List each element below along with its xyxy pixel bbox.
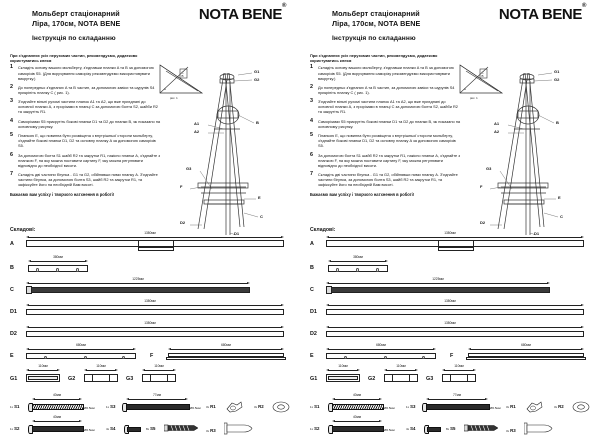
step-number: 2 (10, 83, 13, 90)
hardware-diameter: Ø6.5мм (190, 406, 201, 411)
callout-g3: G3 (486, 166, 492, 172)
part-label: B (310, 265, 314, 272)
hardware-label: R3 (510, 428, 516, 434)
list-item (310, 153, 462, 168)
bracket-label: G1 (10, 376, 18, 383)
bracket-label: G3 (426, 376, 434, 383)
step-text: До попередньо з'єднаних A та B частин, за допомогою завіси та шурупів S4 прикріпіть планку C ( рис. 1). (318, 84, 455, 95)
part-label: D1 (310, 309, 317, 316)
hardware-dimension: 40мм (53, 415, 61, 420)
list-item (10, 99, 162, 114)
bracket-row (10, 364, 290, 391)
hardware-qty: 3x (254, 405, 258, 410)
step-text: З'єднайте вільні рухомі частини планок A1 та A2, що вже приєднані до основної планки A, з прорізами в планці C за допомогою болта S2, шайби R2 та закрутіть R1. (318, 99, 458, 115)
part-dimension: 1380мм (444, 231, 456, 236)
panel-left (0, 0, 300, 434)
svg-text:A: A (164, 87, 167, 92)
figure-caption: рис. 1 (170, 96, 178, 101)
callout-g3: G3 (186, 166, 192, 172)
svg-text:B: B (181, 74, 184, 79)
hardware-dimension: 40мм (353, 393, 361, 398)
bracket-row (310, 364, 590, 391)
svg-text:C: C (481, 70, 484, 75)
part-label: C (310, 287, 314, 294)
step-text: Саморізами S5 прикрутіть бокові планки D1 та D2 до планки B, як показано на основному рисунку. (318, 118, 461, 129)
part-label: E (10, 353, 14, 360)
hardware-label: S4 (110, 426, 116, 432)
hardware-qty: 3x (506, 429, 510, 434)
figure-column (162, 65, 290, 237)
parts-heading: Складові: (10, 227, 36, 234)
part-label: A (10, 241, 14, 248)
part-dimension: 1380мм (144, 231, 156, 236)
part-label: A (310, 241, 314, 248)
callout-b: B (256, 120, 259, 126)
plastic-plug-icon (224, 422, 254, 436)
part-dimension: 1225мм (432, 277, 444, 282)
bracket-label: G1 (310, 376, 318, 383)
part-dimension: 1380мм (144, 299, 156, 304)
step-number: 5 (310, 132, 313, 139)
part-dimension: 380мм (353, 255, 363, 260)
hardware-label: S3 (410, 404, 416, 410)
glue-note: При з'єднаннях усіх нерухомих частин, рекомендуємо, додатково користуватись клеєм (310, 53, 438, 64)
hardware-qty: 1x (10, 427, 14, 432)
washer-icon (572, 400, 590, 414)
bracket-dimension: 110мм (38, 364, 48, 369)
hardware-label: S2 (314, 426, 320, 432)
hardware-qty: 4x (406, 427, 410, 432)
part-label: B (10, 265, 14, 272)
screw-s5-icon (464, 422, 500, 434)
part-label: F (450, 353, 454, 360)
list-item (10, 133, 162, 148)
step-text: Складіть дві частини бігунка - G1 та G2, обійнявши ними планку A. З'єднайте частини бігунка, за допомогою болта S3, шайб R2 та закрутки R1, та зафіксуйте його на необхідній Вам висоті. (18, 172, 158, 188)
list-item (310, 65, 462, 80)
callout-a2: A2 (494, 129, 500, 135)
part-dimension: 680мм (76, 343, 86, 348)
hardware-grid (310, 392, 590, 448)
step-number: 3 (10, 98, 13, 105)
step-number: 7 (10, 171, 13, 178)
step-text: Складіть основу вашого мольберту, з'єднавши планки A та B за допомогою саморізів S5. (Для вкручування саморізу рекомендуємо використовувати викрутку.) (18, 65, 154, 81)
brand-logo: NOTA BENE® (498, 3, 586, 23)
brand-logo: NOTA BENE® (198, 3, 286, 23)
step-number: 3 (310, 98, 313, 105)
svg-text:C: C (181, 70, 184, 75)
part-row-a (10, 231, 290, 260)
hardware-dimension: 77мм (153, 393, 161, 398)
callout-d2: D2 (480, 220, 486, 226)
header-text (10, 6, 120, 42)
list-item (10, 119, 162, 129)
callout-c: C (560, 214, 563, 220)
hardware-qty: 1x (310, 405, 314, 410)
hardware-label: S2 (14, 426, 20, 432)
bracket-dimension: 110мм (154, 364, 164, 369)
step-number: 1 (310, 64, 313, 71)
svg-text:A: A (464, 87, 467, 92)
callout-d2: D2 (180, 220, 186, 226)
step-number: 6 (10, 151, 13, 158)
bracket-dimension: 110мм (338, 364, 348, 369)
figure-caption: рис. 1 (470, 96, 478, 101)
part-dimension: 680мм (221, 343, 231, 348)
callout-a2: A2 (194, 129, 200, 135)
bracket-dimension: 110мм (396, 364, 406, 369)
list-item (310, 172, 462, 187)
part-label: D2 (10, 331, 17, 338)
hardware-dimension: 40мм (53, 393, 61, 398)
step-number: 4 (10, 117, 13, 124)
header (310, 3, 590, 52)
hardware-label: R1 (210, 404, 216, 410)
callout-b: B (556, 120, 559, 126)
header-text (310, 6, 420, 42)
hardware-label: S1 (314, 404, 320, 410)
part-dimension: 380мм (53, 255, 63, 260)
plastic-plug-icon (524, 422, 554, 436)
step-number: 6 (310, 151, 313, 158)
part-dimension: 1380мм (144, 321, 156, 326)
easel-diagram (468, 67, 580, 237)
page-subtitle: Інструкція по складанню (32, 35, 116, 42)
page-title: Мольберт стаціонарний Ліра, 170см, NOTA BENE (332, 9, 421, 28)
hardware-qty: 1x (406, 405, 410, 410)
part-dimension: 1225мм (132, 277, 144, 282)
bracket-label: G3 (126, 376, 134, 383)
step-number: 7 (310, 171, 313, 178)
list-item (310, 133, 462, 148)
callout-d1: D1 (534, 231, 540, 237)
part-dimension: 1380мм (444, 299, 456, 304)
bracket-label: G2 (368, 376, 376, 383)
part-dimension: 680мм (521, 343, 531, 348)
part-label: F (150, 353, 154, 360)
svg-text:B: B (481, 74, 484, 79)
hardware-label: R3 (210, 428, 216, 434)
hardware-qty: 4x (106, 427, 110, 432)
hardware-qty: 3x (206, 429, 210, 434)
hardware-dimension: 40мм (353, 415, 361, 420)
page-subtitle: Інструкція по складанню (332, 35, 416, 42)
hardware-label: S5 (150, 426, 156, 432)
callout-f: F (180, 184, 183, 190)
callout-e: E (258, 195, 261, 201)
part-row-d1 (10, 299, 290, 326)
callout-f: F (480, 184, 483, 190)
list-item (10, 172, 162, 187)
part-dimension: 680мм (376, 343, 386, 348)
step-text: За допомогою болта S1 шайб R2 та закрутки R1, накісно планки A, з'єднайте з планкою F, на яку можна поставити картину F, яку можна регулювати відповідно до необхідної висоти. (18, 152, 161, 168)
callout-g1: G1 (254, 69, 260, 75)
part-dimension: 1380мм (444, 321, 456, 326)
callout-g2: G2 (254, 77, 260, 83)
hardware-label: R2 (558, 404, 564, 410)
list-item (310, 99, 462, 114)
part-row-d1 (310, 299, 590, 326)
bracket-dimension: 110мм (454, 364, 464, 369)
callout-a1: A1 (494, 121, 500, 127)
callout-c: C (260, 214, 263, 220)
closing-message: Бажаємо вам успіху і творчого натхнення в роботі! (310, 191, 415, 197)
figure-column (462, 65, 590, 237)
list-item (310, 85, 462, 95)
hardware-label: R2 (258, 404, 264, 410)
page-title: Мольберт стаціонарний Ліра, 170см, NOTA BENE (32, 9, 121, 28)
hardware-qty: 3x (554, 405, 558, 410)
wing-nut-icon (524, 400, 544, 414)
part-row-a (310, 231, 590, 260)
list-item (310, 119, 462, 129)
steps-list (10, 65, 162, 225)
bracket-dimension: 110мм (96, 364, 106, 369)
hardware-qty: 1x (10, 405, 14, 410)
closing-message: Бажаємо вам успіху і творчого натхнення в роботі! (10, 191, 115, 197)
hardware-label: S4 (410, 426, 416, 432)
hardware-qty: 8x (146, 427, 150, 432)
step-number: 1 (10, 64, 13, 71)
screw-s5-icon (164, 422, 200, 434)
step-number: 5 (10, 132, 13, 139)
part-label: D2 (310, 331, 317, 338)
wing-nut-icon (224, 400, 244, 414)
header (10, 3, 290, 52)
hardware-dimension: 77мм (453, 393, 461, 398)
part-label: E (310, 353, 314, 360)
hardware-diameter: Ø6.5мм (84, 428, 95, 433)
hardware-grid (10, 392, 290, 448)
step-number: 4 (310, 117, 313, 124)
hardware-label: R1 (510, 404, 516, 410)
hardware-diameter: Ø6.5мм (490, 406, 501, 411)
part-label: D1 (10, 309, 17, 316)
list-item (10, 153, 162, 168)
easel-diagram (168, 67, 280, 237)
callout-e: E (558, 195, 561, 201)
step-text: Складіть основу вашого мольберту, з'єднавши планки A та B за допомогою саморізів S5. (Для вкручування саморізу рекомендуємо використовувати викрутку.) (318, 65, 454, 81)
step-text: Складіть дві частини бігунка - G1 та G2, обійнявши ними планку A. З'єднайте частини бігунка, за допомогою болта S3, шайб R2 та закрутки R1, та зафіксуйте його на необхідній Вам висоті. (318, 172, 458, 188)
callout-g2: G2 (554, 77, 560, 83)
bracket-label: G2 (68, 376, 76, 383)
step-number: 2 (310, 83, 313, 90)
callout-g1: G1 (554, 69, 560, 75)
hardware-qty: 3x (206, 405, 210, 410)
hardware-qty: 8x (446, 427, 450, 432)
hardware-label: S1 (14, 404, 20, 410)
callout-a1: A1 (194, 121, 200, 127)
part-label: C (10, 287, 14, 294)
hardware-label: S3 (110, 404, 116, 410)
hardware-diameter: Ø6.5мм (384, 406, 395, 411)
hardware-label: S5 (450, 426, 456, 432)
hardware-diameter: Ø6.5мм (84, 406, 95, 411)
registered-mark: ® (281, 3, 286, 9)
glue-note: При з'єднаннях усіх нерухомих частин, рекомендуємо, додатково користуватись клеєм (10, 53, 138, 64)
step-text: Планкою E, що повинна бути розміщена з внутрішньої сторони мольберту, з'єднайте бокові планки D1, D2 та основну планку A за допомогою саморізів S5. (18, 133, 156, 149)
parts-heading: Складові: (310, 227, 336, 234)
step-text: Саморізами S5 прикрутіть бокові планки D1 та D2 до планки B, як показано на основному рисунку. (18, 118, 161, 129)
step-text: За допомогою болта S1 шайб R2 та закрутки R1, накісно планки A, з'єднайте з планкою F, на яку можна поставити картину F, яку можна регулювати відповідно до необхідної висоти. (318, 152, 461, 168)
hardware-diameter: Ø6.5мм (384, 428, 395, 433)
washer-icon (272, 400, 290, 414)
step-text: До попередньо з'єднаних A та B частин, за допомогою завіси та шурупів S4 прикріпіть планку C ( рис. 1). (18, 84, 155, 95)
list-item (10, 65, 162, 80)
step-text: Планкою E, що повинна бути розміщена з внутрішньої сторони мольберту, з'єднайте бокові планки D1, D2 та основну планку A за допомогою саморізів S5. (318, 133, 456, 149)
panel-right (300, 0, 600, 434)
hardware-qty: 3x (506, 405, 510, 410)
list-item (10, 85, 162, 95)
steps-list (310, 65, 462, 225)
registered-mark: ® (581, 3, 586, 9)
step-text: З'єднайте вільні рухомі частини планок A1 та A2, що вже приєднані до основної планки A, з прорізами в планці C за допомогою болта S2, шайби R2 та закрутіть R1. (18, 99, 158, 115)
hardware-qty: 1x (310, 427, 314, 432)
callout-d1: D1 (234, 231, 240, 237)
hardware-qty: 1x (106, 405, 110, 410)
